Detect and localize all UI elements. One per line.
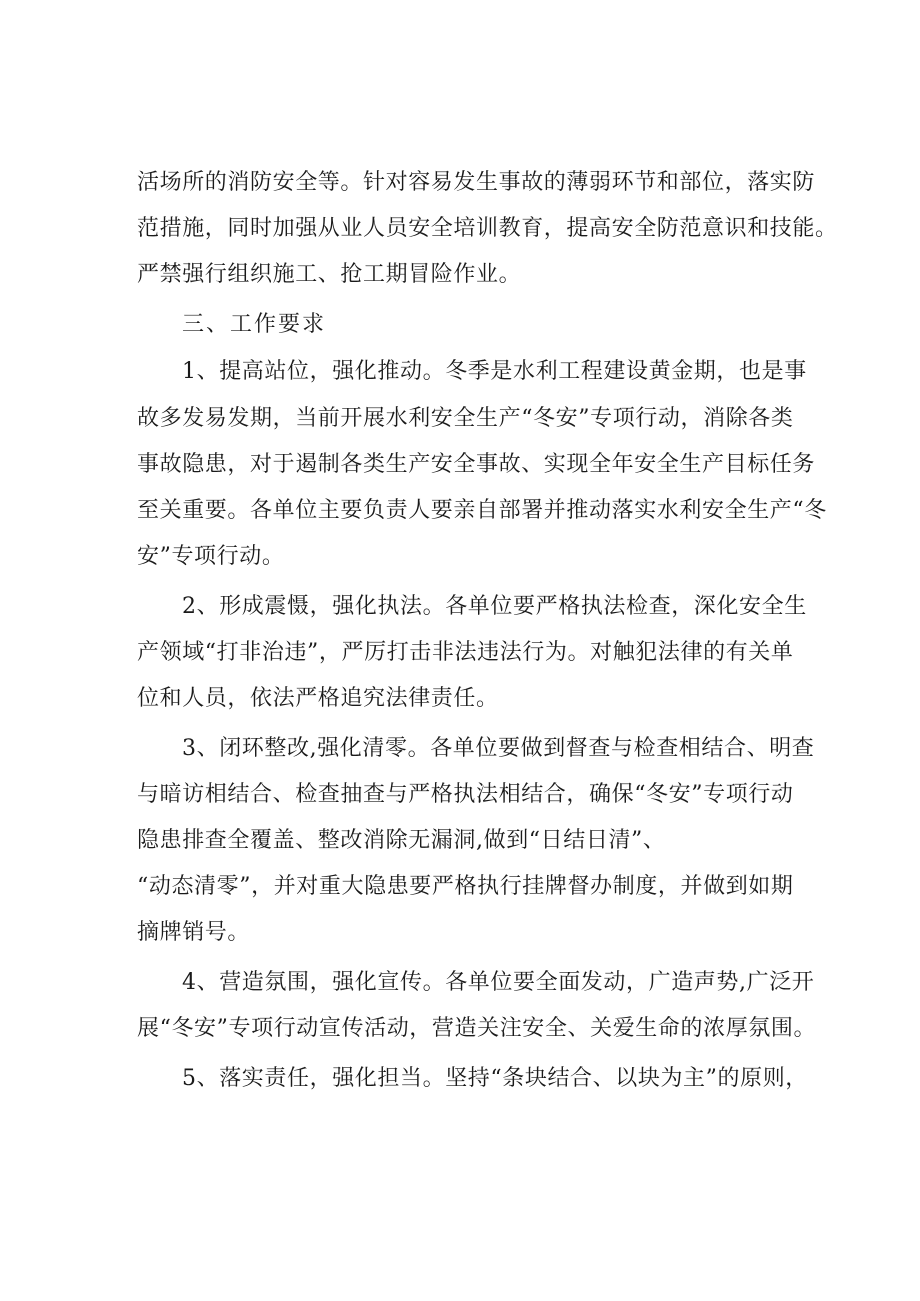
paragraph-1-line: 故多发易发期，当前开展水利安全生产“冬安”专项行动，消除各类: [137, 406, 794, 431]
text-line: 范措施，同时加强从业人员安全培训教育，提高安全防范意识和技能。: [137, 216, 838, 241]
paragraph-1-line: 1、提高站位，强化推动。冬季是水利工程建设黄金期，也是事: [182, 359, 807, 384]
paragraph-3-line: 与暗访相结合、检查抽查与严格执法相结合，确保“冬安”专项行动: [137, 782, 794, 807]
paragraph-3-line: 摘牌销号。: [137, 920, 251, 945]
paragraph-2-line: 位和人员，依法严格追究法律责任。: [137, 686, 499, 711]
text-line: 严禁强行组织施工、抢工期冒险作业。: [137, 262, 522, 287]
paragraph-3-line: 3、闭环整改,强化清零。各单位要做到督查与检查相结合、明查: [182, 736, 815, 761]
paragraph-1-line: 至关重要。各单位主要负责人要亲自部署并推动落实水利安全生产“冬: [137, 498, 827, 523]
paragraph-4-line: 展“冬安”专项行动宣传活动，营造关注安全、关爱生命的浓厚氛围。: [137, 1016, 817, 1041]
paragraph-3-line: “动态清零”，并对重大隐患要严格执行挂牌督办制度，并做到如期: [137, 874, 794, 899]
paragraph-2-line: 2、形成震慑，强化执法。各单位要严格执法检查，深化安全生: [182, 594, 807, 619]
paragraph-3-line: 隐患排查全覆盖、整改消除无漏洞,做到“日结日清”、: [137, 828, 666, 853]
paragraph-5-line: 5、落实责任，强化担当。坚持“条块结合、以块为主”的原则，: [182, 1066, 808, 1091]
paragraph-4-line: 4、营造氛围，强化宣传。各单位要全面发动，广造声势,广泛开: [182, 970, 815, 995]
paragraph-1-line: 事故隐患，对于遏制各类生产安全事故、实现全年安全生产目标任务: [137, 452, 816, 477]
text-line: 活场所的消防安全等。针对容易发生事故的薄弱环节和部位，落实防: [137, 170, 816, 195]
paragraph-2-line: 产领域“打非治违”，严厉打击非法违法行为。对触犯法律的有关单: [137, 640, 794, 665]
paragraph-1-line: 安”专项行动。: [137, 544, 285, 569]
section-heading: 三、工作要求: [182, 312, 327, 337]
